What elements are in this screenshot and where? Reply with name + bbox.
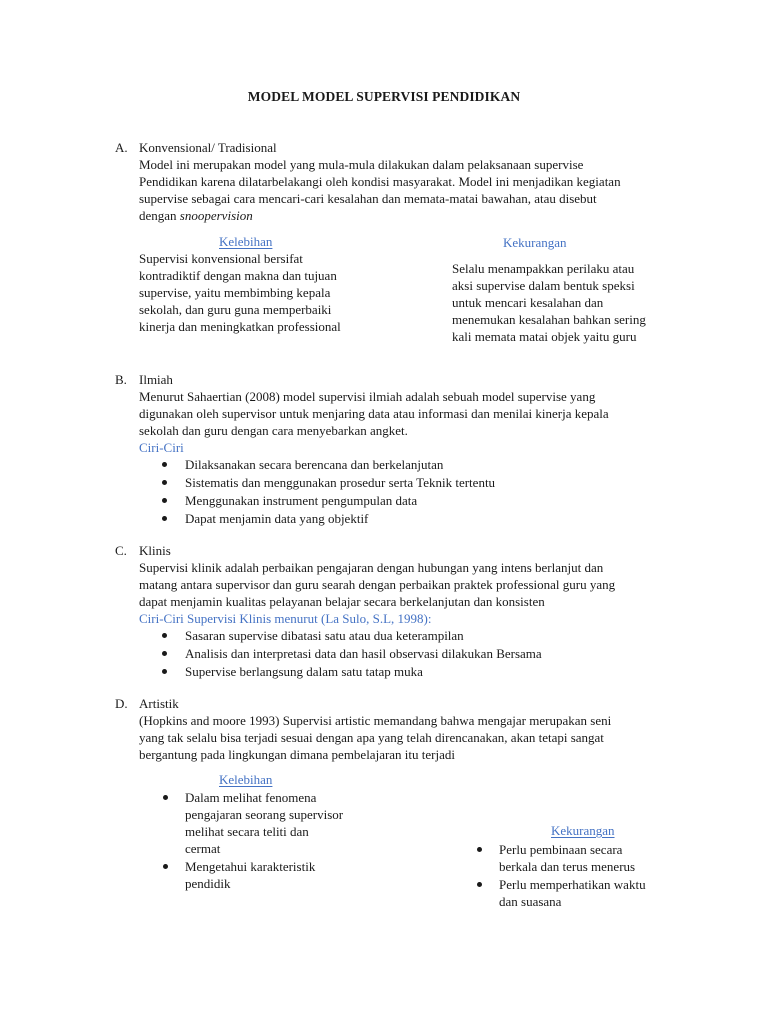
paragraph-line: yang tak selalu bisa terjadi sesuai dengan apa yang telah direncanakan, akan tetapi sangat [139,730,604,745]
ciri-ciri-label: Ciri-Ciri Supervisi Klinis menurut (La Sulo, S.L, 1998): [139,611,432,626]
section-c-bullet-list [139,627,675,681]
text-line: pendidik [185,876,231,891]
paragraph-line: (Hopkins and moore 1993) Supervisi artistic memandang bahwa mengajar merupakan seni [139,713,612,728]
text-line: sekolah, dan guru guna memperbaiki [139,302,332,317]
paragraph-line: dapat menjamin kualitas pelayanan belajar secara berkelanjutan dan konsisten [139,594,545,609]
page-title: MODEL MODEL SUPERVISI PENDIDIKAN [247,89,521,104]
section-a-letter: A. [115,140,128,155]
list-item: Supervise berlangsung dalam satu tatap muka [139,663,675,681]
section-d-letter: D. [115,696,128,711]
text-line: dan suasana [499,894,562,909]
kelebihan-heading: Kelebihan [219,234,273,249]
text-line: berkala dan terus menerus [499,859,636,874]
section-c-name: Klinis [139,543,171,558]
list-item: Dapat menjamin data yang objektif [139,510,675,528]
kelebihan-heading: Kelebihan [219,772,273,787]
list-item: Sistematis dan menggunakan prosedur serta Teknik tertentu [139,474,675,492]
section-d [115,695,675,763]
kelebihan-text [139,250,341,335]
kekurangan-bullet-list [475,841,715,911]
paragraph-line: sekolah dan guru dengan cara menyebarkan angket. [139,423,408,438]
kekurangan-text [452,260,646,345]
section-c-heading [115,542,675,559]
paragraph-line [139,207,675,224]
paragraph-line: bergantung pada lingkungan dimana pembelajaran itu terjadi [139,747,455,762]
text-line: melihat secara teliti dan [185,824,309,839]
paragraph-line: Model ini merupakan model yang mula-mula dilakukan dalam pelaksanaan supervise [139,157,584,172]
text-line: Selalu menampakkan perilaku atau [452,261,635,276]
text-line: Perlu pembinaan secara [499,842,623,857]
text-line: Dalam melihat fenomena [185,790,317,805]
paragraph-line: matang antara supervisor dan guru searah dengan perbaikan praktek professional guru yang [139,577,616,592]
italic-term: snoopervision [179,208,253,223]
text-line: untuk mencari kesalahan dan [452,295,604,310]
section-b-bullet-list [139,456,675,528]
ciri-ciri-label: Ciri-Ciri [139,440,184,455]
paragraph-line: Pendidikan karena dilatarbelakangi oleh kondisi masyarakat. Model ini menjadikan kegiatan [139,174,621,189]
section-b-letter: B. [115,372,127,387]
text-line: pengajaran seorang supervisor [185,807,344,822]
paragraph-line: digunakan oleh supervisor untuk menjaring data atau informasi dan menilai kinerja kepala [139,406,609,421]
text-line: Mengetahui karakteristik [185,859,316,874]
section-b [115,371,675,528]
list-item [161,858,401,892]
section-d-paragraph [139,712,675,763]
section-b-paragraph [139,388,675,456]
section-d-heading [115,695,675,712]
text-line: aksi supervise dalam bentuk speksi [452,278,635,293]
text-line: kontradiktif dengan makna dan tujuan [139,268,337,283]
list-item [475,876,715,910]
list-item: Analisis dan interpretasi data dan hasil observasi dilakukan Bersama [139,645,675,663]
text-line: supervise, yaitu membimbing kepala [139,285,331,300]
list-item: Menggunakan instrument pengumpulan data [139,492,675,510]
kekurangan-heading: Kekurangan [503,235,567,250]
section-a-paragraph [139,156,675,224]
paragraph-line: supervise sebagai cara mencari-cari kesalahan dan memata-matai bawahan, atau disebut [139,191,597,206]
section-a-heading [115,139,675,156]
section-c [115,542,675,681]
list-item: Sasaran supervise dibatasi satu atau dua keterampilan [139,627,675,645]
section-a [115,139,675,224]
kekurangan-heading: Kekurangan [551,823,615,838]
section-b-name: Ilmiah [139,372,173,387]
section-a-name: Konvensional/ Tradisional [139,140,277,155]
paragraph-line: Supervisi klinik adalah perbaikan pengajaran dengan hubungan yang intens berlanjut dan [139,560,604,575]
text-line: Perlu memperhatikan waktu [499,877,646,892]
list-item [475,841,715,875]
kelebihan-bullet-list [161,789,401,893]
text-line: menemukan kesalahan bahkan sering [452,312,646,327]
section-c-paragraph [139,559,675,627]
text-line: cermat [185,841,221,856]
section-c-letter: C. [115,543,127,558]
text-line: kinerja dan meningkatkan professional [139,319,341,334]
list-item [161,789,401,857]
text-line: kali memata matai objek yaitu guru [452,329,637,344]
paragraph-line-prefix: dengan [139,208,180,223]
text-line: Supervisi konvensional bersifat [139,251,303,266]
section-d-name: Artistik [139,696,179,711]
list-item: Dilaksanakan secara berencana dan berkelanjutan [139,456,675,474]
section-b-heading [115,371,675,388]
paragraph-line: Menurut Sahaertian (2008) model supervisi ilmiah adalah sebuah model supervise yang [139,389,596,404]
